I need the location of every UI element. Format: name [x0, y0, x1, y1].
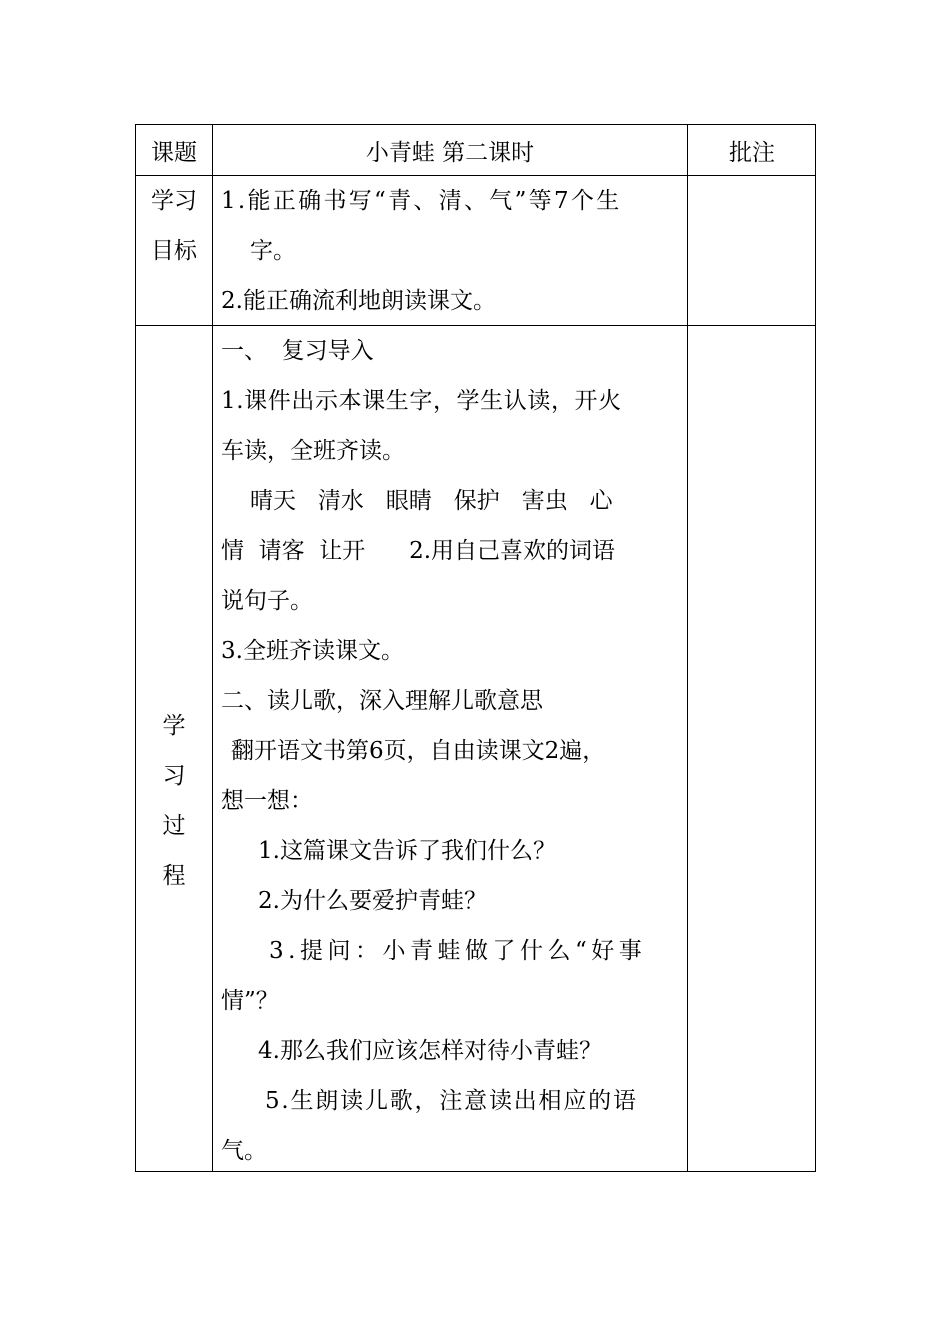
process-line: 情”？	[221, 988, 279, 1014]
process-line: 二、读儿歌，深入理解儿歌意思	[221, 688, 543, 714]
goals-label-line: 学习	[151, 188, 197, 214]
process-line: 情 请客 让开 2.用自己喜欢的词语	[221, 538, 616, 564]
goals-line: 1.能正确书写“青、清、气”等7个生	[221, 188, 622, 214]
goals-line: 字。	[250, 238, 296, 264]
process-line: 1.这篇课文告诉了我们什么？	[258, 838, 556, 864]
process-label-cell	[136, 326, 212, 1172]
process-line: 2.为什么要爱护青蛙？	[258, 888, 487, 914]
goals-line: 2.能正确流利地朗读课文。	[221, 288, 496, 314]
process-line: 4.那么我们应该怎样对待小青蛙？	[258, 1038, 602, 1064]
process-line: 1.课件出示本课生字，学生认读，开火	[221, 388, 622, 414]
process-line: 想一想：	[221, 788, 313, 814]
process-line: 车读，全班齐读。	[221, 438, 405, 464]
process-line: 晴天 清水 眼睛 保护 害虫 心	[250, 488, 613, 514]
process-line: 说句子。	[221, 588, 313, 614]
header-annotation-label: 批注	[729, 139, 775, 166]
process-label-char: 学	[162, 713, 186, 739]
process-content-cell	[213, 326, 687, 1172]
process-line: 5.生朗读儿歌，注意读出相应的语	[265, 1088, 638, 1114]
process-line: 气。	[221, 1138, 267, 1164]
process-line: 一、 复习导入	[221, 338, 374, 364]
process-line: 翻开语文书第6页，自由读课文2遍，	[231, 738, 606, 764]
header-topic-label: 课题	[151, 139, 197, 166]
process-line: 3.全班齐读课文。	[221, 638, 404, 664]
lesson-plan-table	[135, 124, 816, 1172]
goals-label-line: 目标	[151, 238, 197, 264]
process-label-char: 习	[162, 763, 186, 789]
goals-label-cell	[136, 176, 212, 325]
goals-content-cell	[213, 176, 687, 325]
process-line: 3.提问：小青蛙做了什么“好事	[269, 938, 647, 964]
process-label-char: 过	[162, 813, 186, 839]
column-divider	[687, 125, 688, 1171]
header-lesson-title: 小青蛙 第二课时	[365, 139, 535, 166]
process-label-char: 程	[162, 863, 186, 889]
